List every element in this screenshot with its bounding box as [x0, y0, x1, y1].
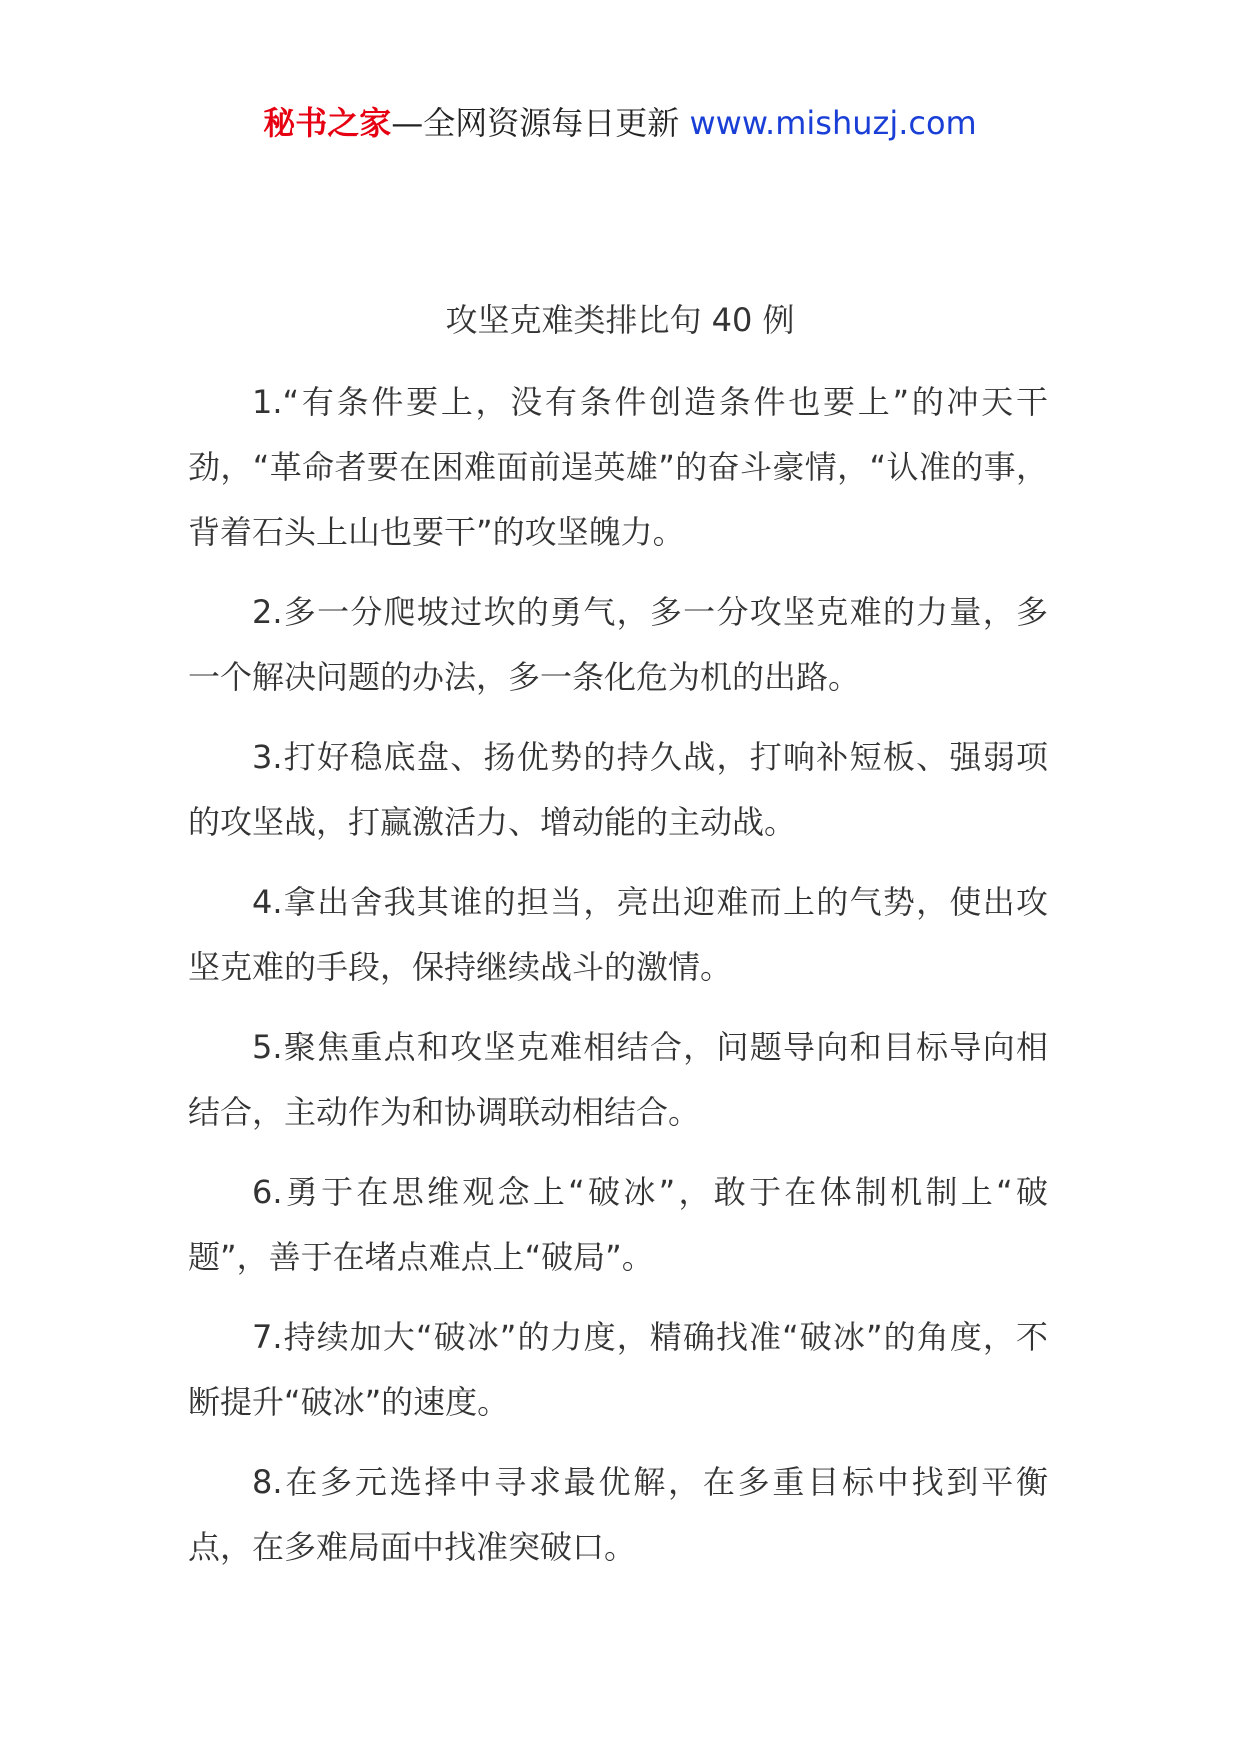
document-body [188, 370, 1048, 1595]
paragraph-3: 3.打好稳底盘、扬优势的持久战，打响补短板、强弱项的攻坚战，打赢激活力、增动能的主动战。 [188, 738, 1048, 841]
site-header [0, 100, 1240, 146]
paragraph-8: 8.在多元选择中寻求最优解，在多重目标中找到平衡点，在多难局面中找准突破口。 [188, 1463, 1048, 1566]
paragraph-7: 7.持续加大“破冰”的力度，精确找准“破冰”的角度，不断提升“破冰”的速度。 [188, 1318, 1048, 1421]
document-title: 攻坚克难类排比句 40 例 [445, 301, 795, 339]
paragraph-1: 1.“有条件要上，没有条件创造条件也要上”的冲天干劲，“革命者要在困难面前逞英雄”的奋斗豪情，“认准的事，背着石头上山也要干”的攻坚魄力。 [188, 383, 1048, 551]
paragraph-5: 5.聚焦重点和攻坚克难相结合，问题导向和目标导向相结合，主动作为和协调联动相结合。 [188, 1028, 1048, 1131]
paragraph-4: 4.拿出舍我其谁的担当，亮出迎难而上的气势，使出攻坚克难的手段，保持继续战斗的激情。 [188, 883, 1048, 986]
site-brand: 秘书之家 [263, 104, 392, 142]
paragraph-2: 2.多一分爬坡过坎的勇气，多一分攻坚克难的力量，多一个解决问题的办法，多一条化危为机的出路。 [188, 593, 1048, 696]
site-tagline: —全网资源每日更新 [391, 104, 690, 142]
site-url-link[interactable]: www.mishuzj.com [689, 104, 977, 142]
paragraph-6: 6.勇于在思维观念上“破冰”，敢于在体制机制上“破题”，善于在堵点难点上“破局”。 [188, 1173, 1048, 1276]
